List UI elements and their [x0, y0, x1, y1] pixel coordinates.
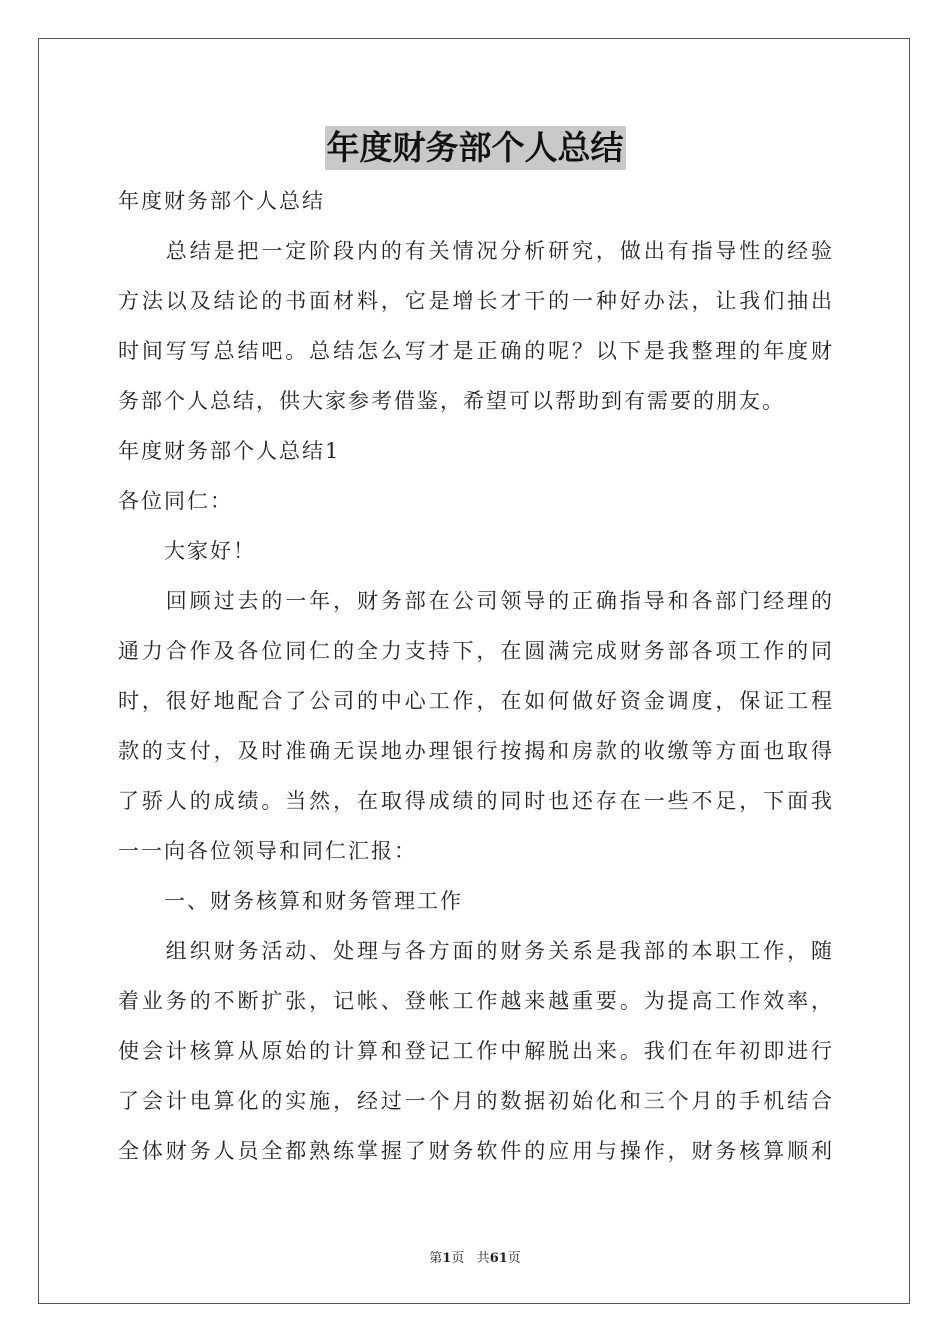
- paragraph-line: 回顾过去的一年，财务部在公司领导的正确指导和各部门经理的: [118, 589, 832, 613]
- doc-subtitle: 年度财务部个人总结: [118, 189, 325, 213]
- total-pages: 61: [489, 1251, 508, 1266]
- paragraph-line: 着业务的不断扩张，记帐、登帐工作越来越重要。为提高工作效率，: [118, 989, 832, 1013]
- paragraph-line: 使会计核算从原始的计算和登记工作中解脱出来。我们在年初即进行: [118, 1039, 832, 1063]
- section-heading: 年度财务部个人总结1: [118, 439, 341, 463]
- document-body: [118, 176, 832, 1176]
- paragraph-line: 了会计电算化的实施，经过一个月的数据初始化和三个月的手机结合: [118, 1089, 832, 1113]
- total-prefix: 共: [476, 1251, 490, 1266]
- paragraph-line: 时，很好地配合了公司的中心工作，在如何做好资金调度，保证工程: [118, 689, 832, 713]
- page-prefix: 第: [429, 1251, 443, 1266]
- title-wrap: [0, 126, 950, 170]
- paragraph-line: 组织财务活动、处理与各方面的财务关系是我部的本职工作，随: [118, 939, 832, 963]
- paragraph-line: 通力合作及各位同仁的全力支持下，在圆满完成财务部各项工作的同: [118, 639, 832, 663]
- paragraph-line: 一一向各位领导和同仁汇报：: [118, 839, 417, 863]
- paragraph-line: 款的支付，及时准确无误地办理银行按揭和房款的收缴等方面也取得: [118, 739, 832, 763]
- document-title: 年度财务部个人总结: [325, 126, 626, 170]
- page-number: 1: [442, 1251, 452, 1266]
- paragraph-line: 了骄人的成绩。当然，在取得成绩的同时也还存在一些不足，下面我: [118, 789, 832, 813]
- page-suffix: 页: [451, 1251, 465, 1266]
- total-suffix: 页: [507, 1251, 521, 1266]
- salutation: 各位同仁：: [118, 489, 233, 513]
- subsection-heading: 一、财务核算和财务管理工作: [118, 889, 463, 913]
- paragraph-line: 务部个人总结，供大家参考借鉴，希望可以帮助到有需要的朋友。: [118, 389, 785, 413]
- page-footer: [0, 1247, 950, 1266]
- paragraph-line: 时间写写总结吧。总结怎么写才是正确的呢？以下是我整理的年度财: [118, 339, 832, 363]
- paragraph-line: 方法以及结论的书面材料，它是增长才干的一种好办法，让我们抽出: [118, 289, 832, 313]
- paragraph-line: 总结是把一定阶段内的有关情况分析研究，做出有指导性的经验: [118, 239, 832, 263]
- greeting: 大家好！: [118, 539, 256, 563]
- paragraph-line: 全体财务人员全都熟练掌握了财务软件的应用与操作，财务核算顺利: [118, 1139, 832, 1163]
